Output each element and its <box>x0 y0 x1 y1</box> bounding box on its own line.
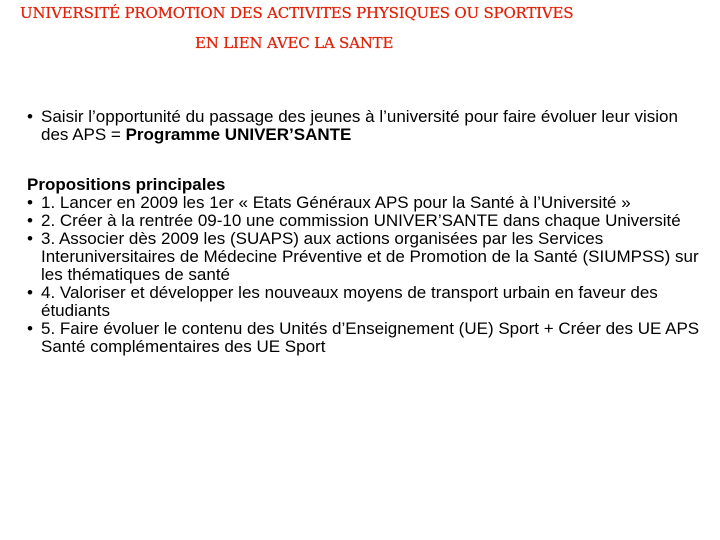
intro-bold-text: Programme UNIVER’SANTE <box>125 125 352 144</box>
list-item <box>27 320 703 356</box>
title-line-1: UNIVERSITÉ PROMOTION DES ACTIVITES PHYSIQUES OU SPORTIVES <box>20 4 574 22</box>
intro-bullet-item <box>27 108 703 144</box>
bullet-icon: • <box>27 211 33 230</box>
title-line-2: EN LIEN AVEC LA SANTE <box>195 34 394 52</box>
bullet-icon: • <box>27 319 33 338</box>
list-item-text: 1. Lancer en 2009 les 1er « Etats Généraux APS pour la Santé à l’Université » <box>41 193 631 212</box>
list-item-text: 4. Valoriser et développer les nouveaux moyens de transport urbain en faveur des étudiants <box>41 283 658 320</box>
spacer <box>27 144 703 176</box>
propositions-list <box>27 194 703 356</box>
intro-text: Saisir l’opportunité du passage des jeunes à l’université pour faire évoluer leur vision des APS = <box>41 107 678 144</box>
bullet-icon: • <box>27 283 33 302</box>
list-item <box>27 284 703 320</box>
list-item <box>27 194 703 212</box>
list-item <box>27 212 703 230</box>
slide-body <box>27 108 703 356</box>
list-item-text: 3. Associer dès 2009 les (SUAPS) aux actions organisées par les Services Interuniversitaires de Médecine Préventive et de Promotion de la Santé (SIUMPSS) sur les thématiques de santé <box>41 229 699 284</box>
bullet-icon: • <box>27 229 33 248</box>
bullet-icon: • <box>27 193 33 212</box>
bullet-icon: • <box>27 107 33 126</box>
list-item <box>27 230 703 284</box>
list-item-text: 5. Faire évoluer le contenu des Unités d’Enseignement (UE) Sport + Créer des UE APS Santé complémentaires des UE Sport <box>41 319 700 356</box>
list-item-text: 2. Créer à la rentrée 09-10 une commission UNIVER’SANTE dans chaque Université <box>41 211 681 230</box>
propositions-heading: Propositions principales <box>27 175 226 194</box>
